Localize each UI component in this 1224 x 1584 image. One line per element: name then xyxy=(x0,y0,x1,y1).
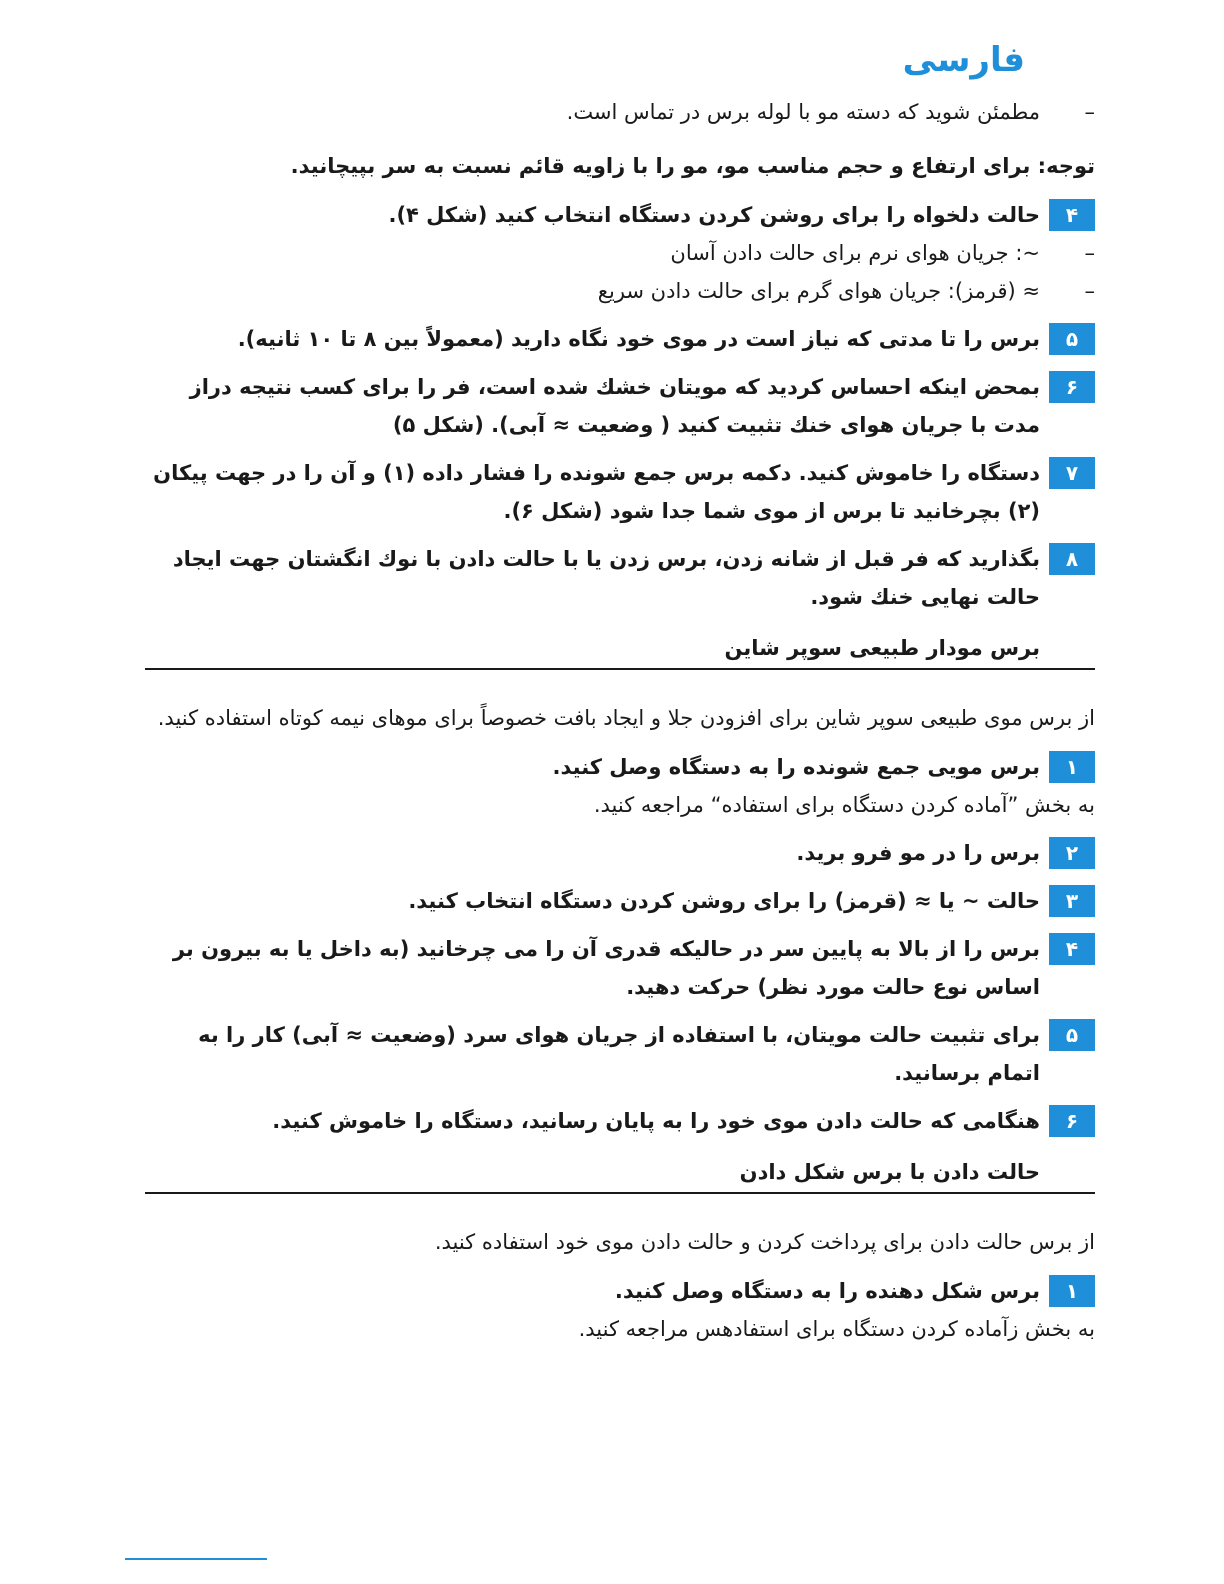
step-text: هنگامی که حالت دادن موی خود را به پایان رسانید، دستگاه را خاموش کنید. xyxy=(272,1109,1040,1133)
step-bullet-text: ≈ (قرمز): جریان هوای گرم برای حالت دادن سریع xyxy=(597,279,1040,303)
step-item xyxy=(145,930,1095,1006)
step-text: بگذارید که فر قبل از شانه زدن، برس زدن یا با حالت دادن با نوك انگشتان جهت ایجاد حالت نهایی خنك شود. xyxy=(172,547,1040,609)
step-item xyxy=(145,454,1095,530)
step-item xyxy=(145,748,1095,824)
step-number-badge: ۶ xyxy=(1049,371,1095,403)
step-item xyxy=(145,196,1095,310)
manual-page xyxy=(145,40,1095,1354)
step-item xyxy=(145,1272,1095,1348)
section-heading: حالت دادن با برس شکل دادن xyxy=(145,1154,1095,1194)
intro-bullet xyxy=(145,92,1095,132)
step-text: دستگاه را خاموش کنید. دکمه برس جمع شونده را فشار داده (۱) و آن را در جهت پیکان (۲) بچرخانید تا برس از موی شما جدا شود (شکل ۶). xyxy=(153,461,1040,523)
step-text: حالت دلخواه را برای روشن کردن دستگاه انتخاب کنید (شکل ۴). xyxy=(388,203,1040,227)
step-number-badge: ۷ xyxy=(1049,457,1095,489)
step-bullet xyxy=(145,234,1095,272)
step-item xyxy=(145,320,1095,358)
section-heading: برس مودار طبیعی سوپر شاین xyxy=(145,630,1095,670)
step-number-badge: ۵ xyxy=(1049,1019,1095,1051)
dash-marker: – xyxy=(1084,100,1095,124)
step-number-badge: ۸ xyxy=(1049,543,1095,575)
step-text: برس مویی جمع شونده را به دستگاه وصل کنید. xyxy=(552,755,1040,779)
step-text: برس را در مو فرو برید. xyxy=(796,841,1040,865)
dash-marker: – xyxy=(1084,279,1095,303)
step-text: حالت ~ یا ≈ (قرمز) را برای روشن کردن دستگاه انتخاب کنید. xyxy=(408,889,1040,913)
step-item xyxy=(145,1102,1095,1140)
step-number-badge: ۴ xyxy=(1049,933,1095,965)
note-text: توجه: برای ارتفاع و حجم مناسب مو، مو را با زاویه قائم نسبت به سر بپیچانید. xyxy=(290,154,1095,178)
section-intro: از برس موی طبیعی سوپر شاین برای افزودن جلا و ایجاد بافت خصوصاً برای موهای نیمه کوتاه استفاده کنید. xyxy=(157,706,1095,730)
step-item xyxy=(145,834,1095,872)
step-number-badge: ۶ xyxy=(1049,1105,1095,1137)
step-number-badge: ۴ xyxy=(1049,199,1095,231)
step-number-badge: ۵ xyxy=(1049,323,1095,355)
step-text: برس را تا مدتی که نیاز است در موی خود نگاه دارید (معمولاً بین ۸ تا ۱۰ ثانیه). xyxy=(237,327,1040,351)
step-subtext: به بخش ”آماده کردن دستگاه برای استفاده“ مراجعه کنید. xyxy=(593,793,1095,817)
step-item xyxy=(145,368,1095,444)
step-item xyxy=(145,540,1095,616)
language-title: فارسی xyxy=(902,40,1025,80)
step-item xyxy=(145,882,1095,920)
step-text: برس را از بالا به پایین سر در حالیکه قدری آن را می چرخانید (به داخل یا به بیرون بر اساس نوع حالت مورد نظر) حرکت دهید. xyxy=(172,937,1040,999)
step-text: برس شکل دهنده را به دستگاه وصل کنید. xyxy=(614,1279,1040,1303)
step-item xyxy=(145,1016,1095,1092)
step-subtext: به بخش زآماده کردن دستگاه برای استفادهس مراجعه کنید. xyxy=(578,1317,1095,1341)
step-bullet xyxy=(145,272,1095,310)
footer-divider xyxy=(125,1558,267,1560)
dash-marker: – xyxy=(1084,241,1095,265)
section-intro: از برس حالت دادن برای پرداخت کردن و حالت دادن موی خود استفاده کنید. xyxy=(434,1230,1095,1254)
step-number-badge: ۱ xyxy=(1049,751,1095,783)
step-text: بمحض اینکه احساس کردید که مویتان خشك شده است، فر را برای کسب نتیجه دراز مدت با جریان هوای خنك تثبیت کنید ( وضعیت ≈ آبی). (شکل ۵) xyxy=(189,375,1040,437)
step-number-badge: ۲ xyxy=(1049,837,1095,869)
step-number-badge: ۱ xyxy=(1049,1275,1095,1307)
step-bullet-text: ~: جریان هوای نرم برای حالت دادن آسان xyxy=(670,241,1040,265)
intro-bullet-text: مطمئن شوید که دسته مو با لوله برس در تماس است. xyxy=(566,100,1040,124)
step-text: برای تثبیت حالت مویتان، با استفاده از جریان هوای سرد (وضعیت ≈ آبی) کار را به اتمام برسانید. xyxy=(198,1023,1040,1085)
step-number-badge: ۳ xyxy=(1049,885,1095,917)
